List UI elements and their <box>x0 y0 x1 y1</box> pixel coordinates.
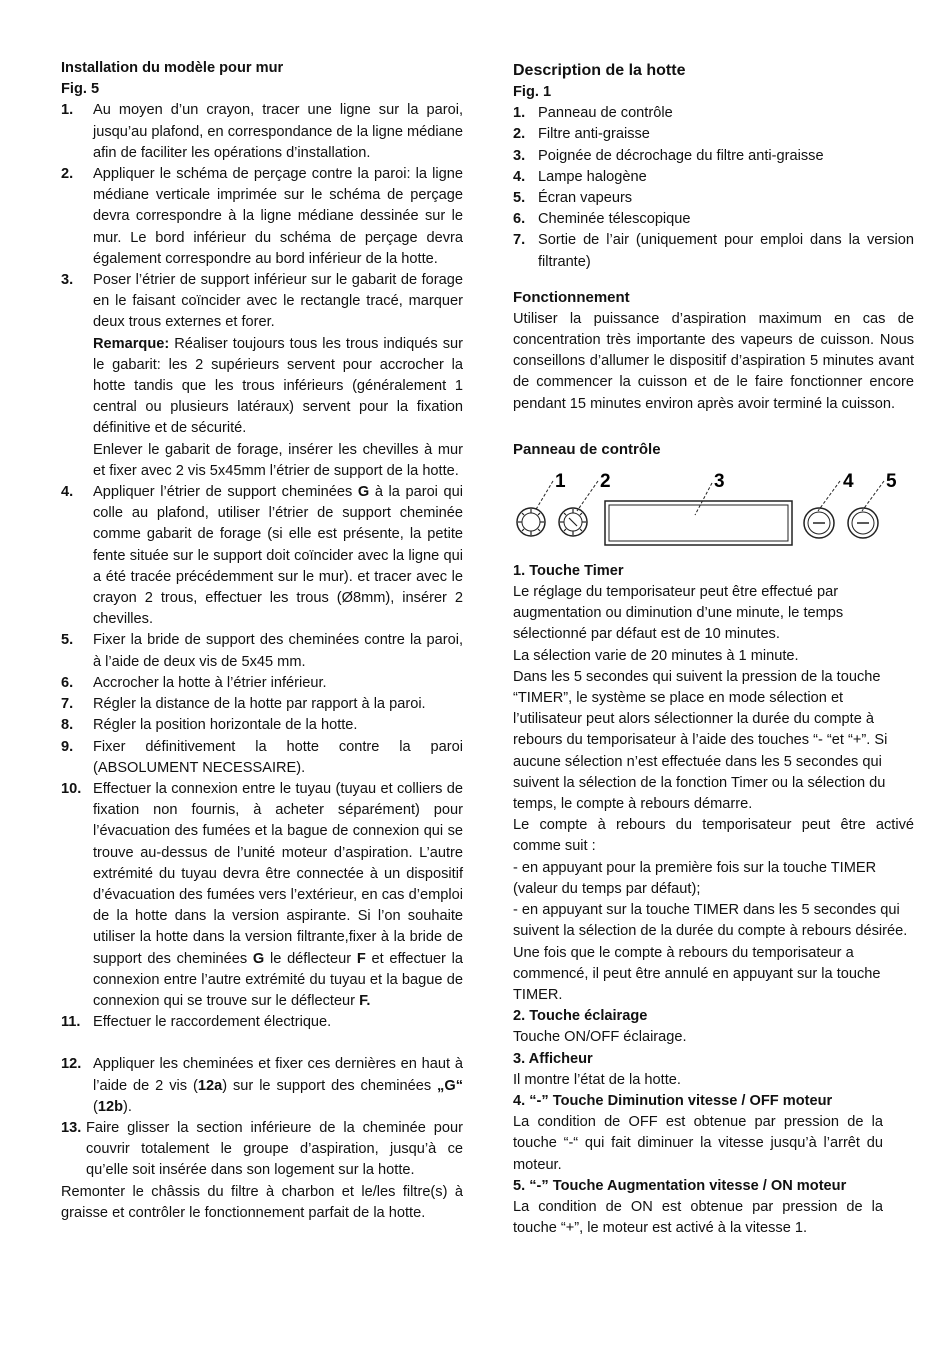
panel-label-3: 3 <box>714 470 725 492</box>
install-fig: Fig. 5 <box>61 81 100 98</box>
list-item: 9. Fixer définitivement la hotte contre la paroi (ABSOLUMENT NECESSAIRE). <box>61 738 463 776</box>
list-item: 5. Fixer la bride de support des cheminées contre la paroi, à l’aide de deux vis de 5x45 mm. <box>61 632 463 670</box>
timer-line: Dans les 5 secondes qui suivent la pression de la touche “TIMER”, le système se place en mode sélection et l’utilisateur peut alors sélectionner la durée du compte à rebours du temporisateur à l’aide des touches “- “et “+”. Si aucune sélection n’est effectuée dans les 5 secondes qui suivent la sélection de la fonction Timer ou la sélection du temps, le compte à rebours démarre. <box>513 668 888 813</box>
light-button-icon <box>559 508 587 536</box>
timer-line: - en appuyant sur la touche TIMER dans les 5 secondes qui suivent la sélection de la durée du compte à rebours désirée. <box>513 902 908 940</box>
list-item: 2. Appliquer le schéma de perçage contre la paroi: la ligne médiane verticale imprimée sur le schéma de perçage devra correspondre à la ligne médiane dessinée sur le mur. Le bord inférieur du schéma de perçage devra également correspondre au bord inférieur de la hotte. <box>61 166 463 267</box>
timer-line: Le réglage du temporisateur peut être effectué par augmentation ou diminution d’une minute, le temps sélectionné par défaut est de 10 minutes. <box>513 584 844 643</box>
list-item: 1. Panneau de contrôle <box>513 105 673 122</box>
remark-extra: Enlever le gabarit de forage, insérer les chevilles à mur et fixer avec 2 vis 5x45mm l’étrier de support de la hotte. <box>93 441 463 479</box>
remark: Remarque: Réaliser toujours tous les trous indiqués sur le gabarit: les 2 supérieurs servent pour accrocher la hotte tandis que les trous inférieurs (généralement 1 central ou plusieurs latéraux) servent pour la fixation définitive et de sécurité. <box>93 335 463 437</box>
list-item: 7. Sortie de l’air (uniquement pour emploi dans la version filtrante) <box>513 232 914 270</box>
list-item: 4. Appliquer l’étrier de support cheminées G à la paroi qui colle au plafond, utiliser l’étrier de support cheminée comme gabarit de forage (si elle est présente, la petite fente située sur le support doit coïncider avec la ligne qui a été tracée précédemment sur le mur). et tracer avec le crayon 2 trous, effectuer les trous (Ø8mm), insérer 2 chevilles. <box>61 484 463 628</box>
closing-paragraph: Remonter le châssis du filtre à charbon et le/les filtre(s) à graisse et contrôler le fonctionnement parfait de la hotte. <box>61 1183 463 1221</box>
description-fig: Fig. 1 <box>513 84 552 100</box>
function-text: Utiliser la puissance d’aspiration maximum en cas de concentration très importante des vapeurs de cuisson. Nous conseillons d’allumer le dispositif d’aspiration 5 minutes avant de commencer la cuisson et de le faire fonctionner encore pendant 15 minutes environ après avoir terminé la cuisson. <box>513 310 914 412</box>
description-list <box>513 103 914 273</box>
control-panel-diagram <box>513 465 914 555</box>
right-column <box>513 58 914 1239</box>
minus-text: La condition de OFF est obtenue par pression de la touche “-“ qui fait diminuer la vitesse jusqu’à l’arrêt du moteur. <box>513 1114 883 1173</box>
list-item: 8. Régler la position horizontale de la hotte. <box>61 717 358 734</box>
list-item: 2. Filtre anti-graisse <box>513 126 650 143</box>
list-item: 1. Au moyen d’un crayon, tracer une ligne sur la paroi, jusqu’au plafond, en correspondance de la ligne médiane afin de faciliter les opérations d’installation. <box>61 102 463 161</box>
install-heading: Installation du modèle pour mur <box>61 60 284 76</box>
plus-title: 5. “-” Touche Augmentation vitesse / ON moteur <box>513 1177 847 1194</box>
list-item: 5. Écran vapeurs <box>513 190 633 207</box>
display-icon <box>605 501 792 545</box>
timer-line: Une fois que le compte à rebours du temporisateur a commencé, il peut être annulé en appuyant sur la touche TIMER. <box>513 944 881 1003</box>
list-item: 3. Poser l’étrier de support inférieur sur le gabarit de forage en le faisant coïncider avec le rectangle tracé, marquer deux trous externes et forer. Remarque: Réaliser toujours tous les trous indiqués sur le gabarit: les 2 supérieurs servent pour accrocher la hotte tandis que les trous inférieurs (généralement 1 central ou plusieurs latéraux) servent pour la fixation définitive et de sécurité. Enlever le gabarit de forage, insérer les chevilles à mur et fixer avec 2 vis 5x45mm l’étrier de support de la hotte. <box>61 270 463 482</box>
plus-button-icon <box>848 508 878 538</box>
list-item: 6. Accrocher la hotte à l’étrier inférieur. <box>61 674 327 691</box>
display-title: 3. Afficheur <box>513 1050 593 1067</box>
list-item: 7. Régler la distance de la hotte par rapport à la paroi. <box>61 696 426 713</box>
timer-line: Le compte à rebours du temporisateur peut être activé comme suit : <box>513 817 914 855</box>
control-panel-svg <box>513 465 914 555</box>
install-steps-cont <box>61 1054 463 1181</box>
install-steps <box>61 100 463 1033</box>
function-heading: Fonctionnement <box>513 288 630 306</box>
timer-title: 1. Touche Timer <box>513 562 624 579</box>
light-title: 2. Touche éclairage <box>513 1008 648 1025</box>
list-item: 4. Lampe halogène <box>513 168 647 185</box>
list-item: 12. Appliquer les cheminées et fixer ces dernières en haut à l’aide de 2 vis (12a) sur le support des cheminées „G“ (12b). <box>61 1056 463 1115</box>
list-item: 6. Cheminée télescopique <box>513 211 691 228</box>
panel-label-2: 2 <box>600 470 611 492</box>
list-item: 10. Effectuer la connexion entre le tuyau (tuyau et colliers de fixation non fournis, à acheter séparément) pour l’évacuation des fumées et la bague de connexion qui se trouve au-dessus de l’unité moteur d’aspiration. L’autre extrémité du tuyau devra être connectée à un dispositif d’évacuation des fumées vers l’extérieur, en cas d’emploi de la hotte dans la version aspirante. Si l’on souhaite utiliser la hotte dans la version filtrante,fixer à la bride de support des cheminées G le déflecteur F et effectuer la connexion entre l’autre extrémité du tuyau et la bague de connexion qui se trouve sur le déflecteur F. <box>61 780 463 1009</box>
timer-button-icon <box>517 508 545 536</box>
list-item: 13. Faire glisser la section inférieure de la cheminée pour couvrir totalement le groupe d’aspiration, jusqu’à ce qu’elle soit insérée dans son logement sur la hotte. <box>61 1119 463 1179</box>
list-item: 11. Effectuer le raccordement électrique. <box>61 1014 332 1031</box>
minus-button-icon <box>804 508 834 538</box>
panel-label-4: 4 <box>843 470 854 492</box>
description-heading: Description de la hotte <box>513 62 686 79</box>
timer-line: La sélection varie de 20 minutes à 1 minute. <box>513 647 799 664</box>
panel-label-5: 5 <box>886 470 897 492</box>
plus-text: La condition de ON est obtenue par pression de la touche “+”, le moteur est activé à la vitesse 1. <box>513 1198 883 1237</box>
minus-title: 4. “-” Touche Diminution vitesse / OFF moteur <box>513 1092 833 1109</box>
display-text: Il montre l’état de la hotte. <box>513 1071 681 1088</box>
timer-line: - en appuyant pour la première fois sur la touche TIMER (valeur du temps par défaut); <box>513 859 877 897</box>
panel-label-1: 1 <box>555 470 566 492</box>
list-item: 3. Poignée de décrochage du filtre anti-graisse <box>513 147 824 164</box>
panel-heading: Panneau de contrôle <box>513 440 661 458</box>
light-text: Touche ON/OFF éclairage. <box>513 1029 687 1046</box>
left-column <box>61 58 463 1224</box>
